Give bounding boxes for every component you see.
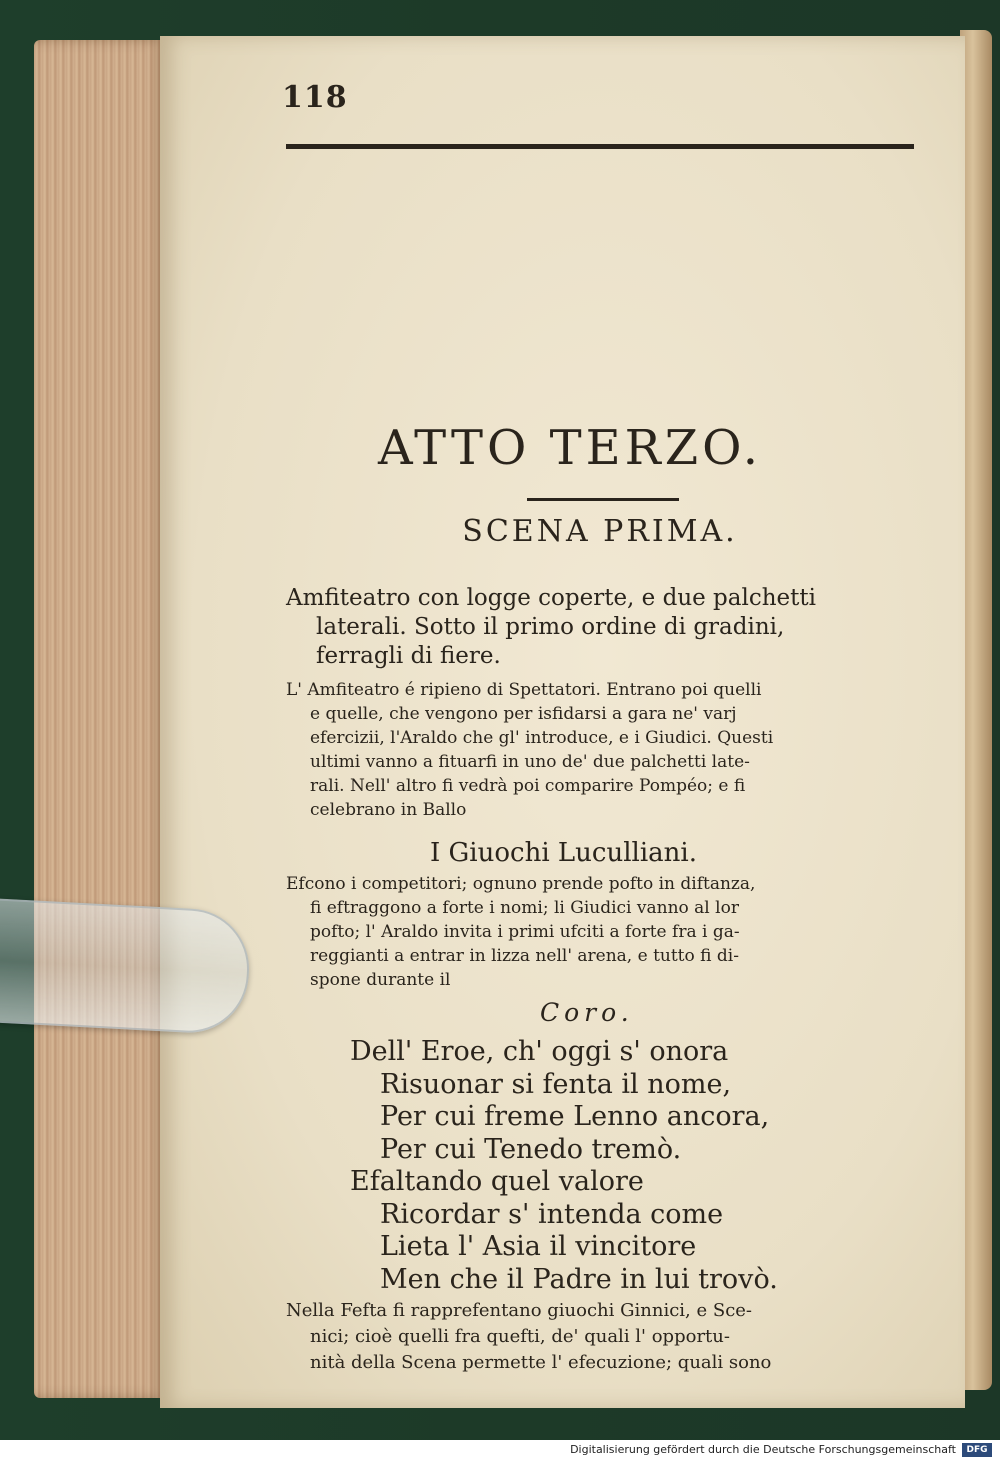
digitization-credit: Digitalisierung gefördert durch die Deutsche Forschungsgemeinschaft bbox=[570, 1443, 956, 1456]
stage-direction-line: celebrano in Ballo bbox=[310, 800, 467, 820]
verse-line: Efaltando quel valore bbox=[350, 1166, 644, 1197]
chorus-verse bbox=[350, 1036, 930, 1296]
stage-direction-line: e quelle, che vengono per isfidarsi a gara ne' varj bbox=[310, 704, 737, 724]
verse-line: Men che il Padre in lui trovò. bbox=[380, 1263, 778, 1295]
games-title: I Giuochi Luculliani. bbox=[430, 838, 697, 868]
stage-direction-line: nici; cioè quelli fra quefti, de' quali l' opportu- bbox=[310, 1326, 730, 1347]
stage-direction-line: spone durante il bbox=[310, 970, 451, 990]
book-fore-edge bbox=[34, 40, 166, 1398]
stage-direction-line: reggianti a entrar in lizza nell' arena, e tutto fi di- bbox=[310, 946, 739, 966]
footer-bar bbox=[0, 1440, 1000, 1461]
dfg-logo: DFG bbox=[962, 1443, 992, 1457]
header-rule bbox=[286, 144, 914, 149]
stage-direction-line: fi eftraggono a forte i nomi; li Giudici vanno al lor bbox=[310, 898, 739, 918]
verse-line: Per cui Tenedo tremò. bbox=[380, 1133, 682, 1165]
setting-line: ferragli di fiere. bbox=[316, 643, 501, 669]
verse-line: Ricordar s' intenda come bbox=[380, 1198, 724, 1230]
verse-line: Risuonar si fenta il nome, bbox=[380, 1068, 732, 1100]
stage-direction-line: Nella Fefta fi rapprefentano giuochi Ginnici, e Sce- bbox=[286, 1300, 753, 1321]
book-page bbox=[160, 36, 965, 1408]
verse-line: Dell' Eroe, ch' oggi s' onora bbox=[350, 1036, 729, 1067]
stage-direction-1 bbox=[286, 678, 926, 822]
stage-direction-line: pofto; l' Araldo invita i primi ufciti a forte fra i ga- bbox=[310, 922, 740, 942]
stage-direction-line: L' Amfiteatro é ripieno di Spettatori. Entrano poi quelli bbox=[286, 680, 762, 700]
verse-line: Lieta l' Asia il vincitore bbox=[380, 1231, 697, 1262]
stage-direction-line: ultimi vanno a fituarfi in uno de' due palchetti late- bbox=[310, 752, 750, 772]
setting-line: Amfiteatro con logge coperte, e due palchetti bbox=[286, 585, 816, 611]
page-number: 118 bbox=[282, 80, 348, 115]
stage-direction-line: nità della Scena permette l' efecuzione; quali sono bbox=[310, 1352, 772, 1373]
scene-setting bbox=[286, 584, 926, 671]
verse-line: Per cui freme Lenno ancora, bbox=[380, 1101, 770, 1132]
bookmark-clip bbox=[0, 898, 252, 1035]
stage-direction-2 bbox=[286, 872, 926, 992]
setting-line: laterali. Sotto il primo ordine di gradini, bbox=[316, 614, 785, 640]
stage-direction-line: Efcono i competitori; ognuno prende pofto in diftanza, bbox=[286, 874, 756, 894]
chorus-label: Coro. bbox=[540, 998, 634, 1027]
stage-direction-3 bbox=[286, 1298, 926, 1376]
act-title: ATTO TERZO. bbox=[378, 420, 762, 476]
stage-direction-line: rali. Nell' altro fi vedrà poi comparire Pompéo; e fi bbox=[310, 776, 746, 796]
scene-title: SCENA PRIMA. bbox=[462, 514, 738, 549]
stage-direction-line: efercizii, l'Araldo che gl' introduce, e i Giudici. Questi bbox=[310, 728, 774, 748]
title-divider bbox=[527, 498, 679, 501]
